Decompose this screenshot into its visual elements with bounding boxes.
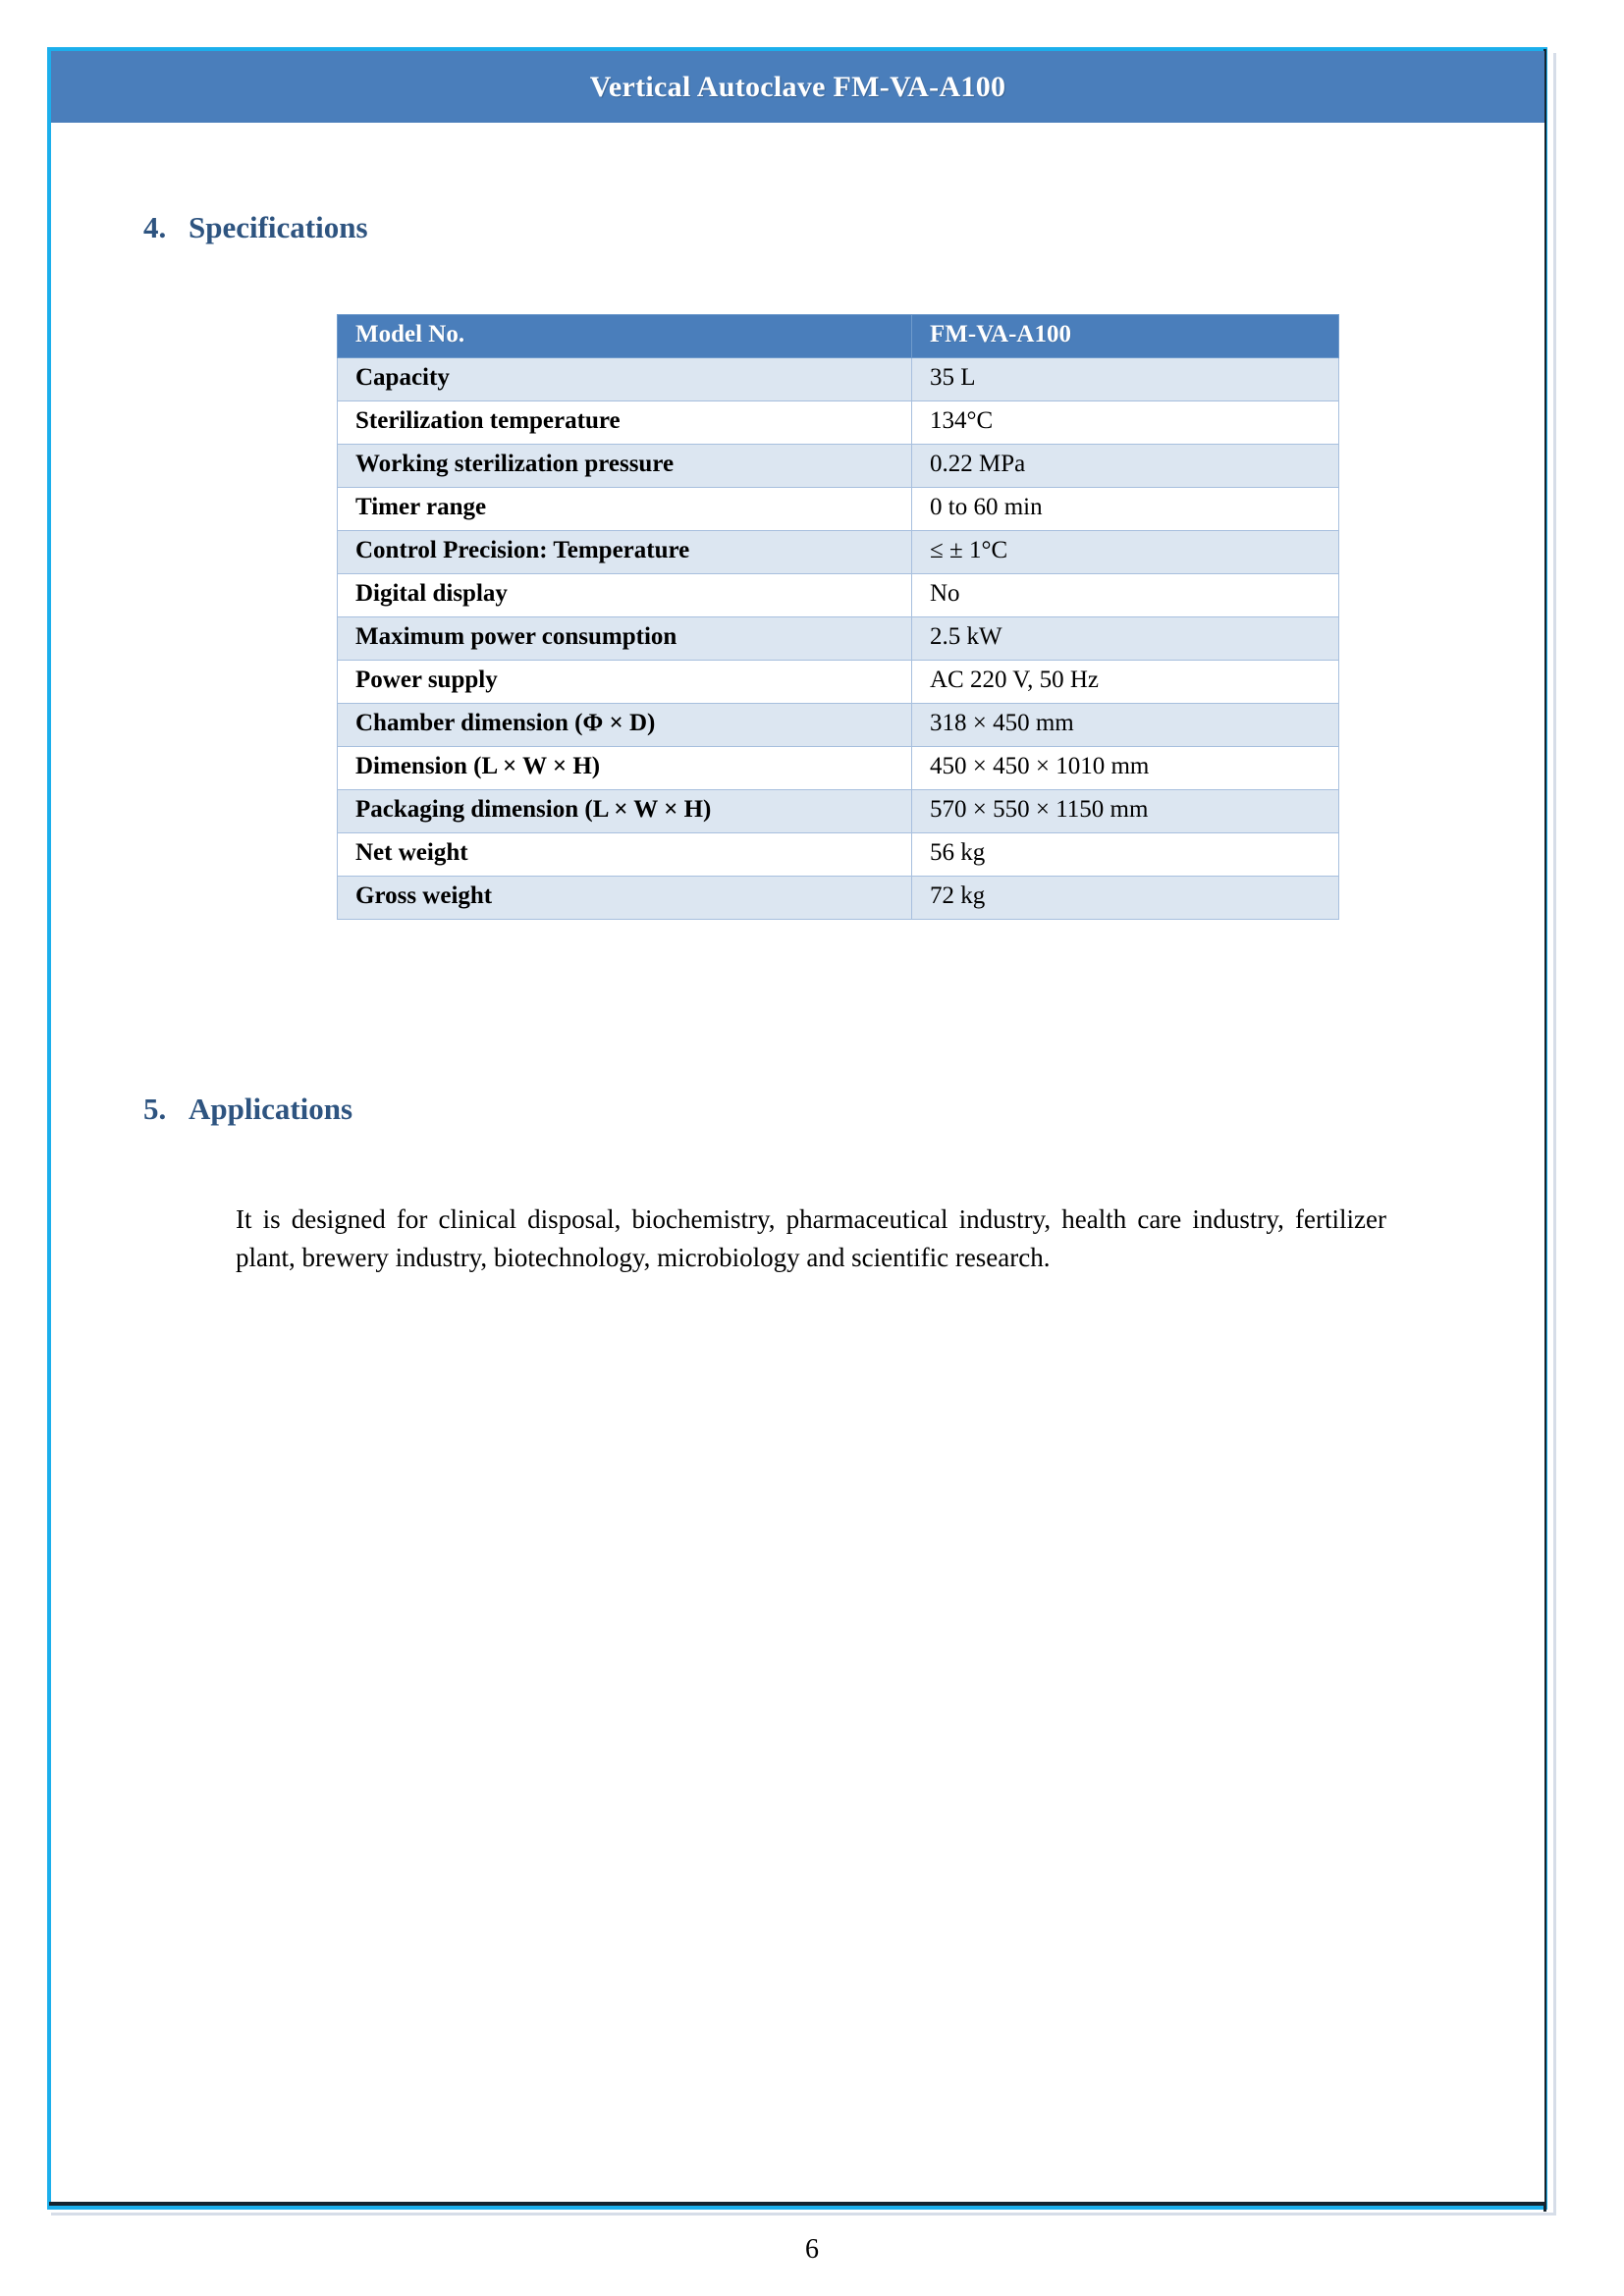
page-number: 6 — [805, 2234, 819, 2265]
table-row — [338, 358, 1339, 401]
specifications-table — [337, 314, 1339, 920]
section-heading-specifications — [143, 210, 368, 245]
table-header-cell-value: FM-VA-A100 — [912, 315, 1339, 358]
table-cell-label: Sterilization temperature — [338, 401, 912, 445]
table-row — [338, 833, 1339, 877]
table-cell-label: Digital display — [338, 574, 912, 617]
section-number-specifications: 4. — [143, 210, 167, 244]
table-header-cell-label: Model No. — [338, 315, 912, 358]
page-frame-outer-shadow-bottom — [51, 2213, 1556, 2216]
page-frame-dark-rule-bottom — [49, 2202, 1546, 2206]
specifications-table-body — [338, 358, 1339, 920]
table-row — [338, 574, 1339, 617]
table-cell-label: Capacity — [338, 358, 912, 401]
table-cell-label: Dimension (L × W × H) — [338, 747, 912, 790]
table-cell-value: 450 × 450 × 1010 mm — [912, 747, 1339, 790]
table-cell-label: Control Precision: Temperature — [338, 531, 912, 574]
table-cell-label: Timer range — [338, 488, 912, 531]
document-title-banner — [51, 51, 1544, 123]
section-heading-applications — [143, 1092, 352, 1127]
table-header-row — [338, 315, 1339, 358]
table-cell-value: No — [912, 574, 1339, 617]
table-cell-label: Maximum power consumption — [338, 617, 912, 661]
table-row — [338, 704, 1339, 747]
table-row — [338, 488, 1339, 531]
table-cell-label: Net weight — [338, 833, 912, 877]
table-cell-value: 0 to 60 min — [912, 488, 1339, 531]
table-row — [338, 661, 1339, 704]
table-row — [338, 617, 1339, 661]
table-cell-value: 56 kg — [912, 833, 1339, 877]
table-cell-value: 318 × 450 mm — [912, 704, 1339, 747]
section-title-applications: Applications — [189, 1092, 353, 1126]
table-row — [338, 531, 1339, 574]
table-cell-value: 0.22 MPa — [912, 445, 1339, 488]
table-cell-value: 35 L — [912, 358, 1339, 401]
page-frame-outer-shadow-right — [1553, 53, 1556, 2216]
section-number-applications: 5. — [143, 1092, 167, 1126]
table-row — [338, 877, 1339, 920]
applications-paragraph: It is designed for clinical disposal, biochemistry, pharmaceutical industry, health care industry, fertilizer plant, brewery industry, biotechnology, microbiology and scientific research. — [236, 1204, 1386, 1272]
table-cell-label: Gross weight — [338, 877, 912, 920]
table-cell-label: Packaging dimension (L × W × H) — [338, 790, 912, 833]
table-row — [338, 747, 1339, 790]
table-cell-value: AC 220 V, 50 Hz — [912, 661, 1339, 704]
table-cell-value: 72 kg — [912, 877, 1339, 920]
table-cell-label: Chamber dimension (Φ × D) — [338, 704, 912, 747]
table-cell-value: 134°C — [912, 401, 1339, 445]
table-cell-label: Working sterilization pressure — [338, 445, 912, 488]
table-row — [338, 790, 1339, 833]
table-cell-label: Power supply — [338, 661, 912, 704]
table-cell-value: 2.5 kW — [912, 617, 1339, 661]
document-title: Vertical Autoclave FM-VA-A100 — [589, 70, 1006, 103]
table-cell-value: 570 × 550 × 1150 mm — [912, 790, 1339, 833]
table-cell-value: ≤ ± 1°C — [912, 531, 1339, 574]
table-row — [338, 445, 1339, 488]
section-title-specifications: Specifications — [189, 210, 368, 244]
table-row — [338, 401, 1339, 445]
